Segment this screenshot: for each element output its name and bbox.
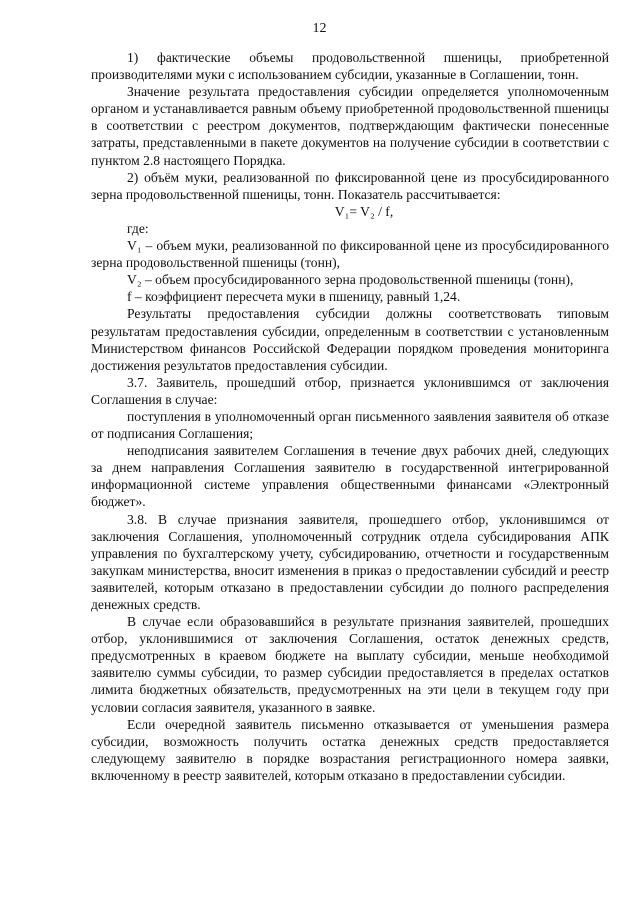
paragraph-volumes-wheat: 1) фактические объемы продовольственной пшеницы, приобретенной производителями муки с использованием субсидии, указанные в Соглашении, тонн. (91, 50, 609, 83)
paragraph-case-not-signed: неподписания заявителем Соглашения в течение двух рабочих дней, следующих за днем направления Соглашения заявителю в государственной интегрированной информационной системе управления общественными финансами «Электронный бюджет». (91, 443, 609, 510)
paragraph-typical-results: Результаты предоставления субсидии должны соответствовать типовым результатам предоставления субсидии, определенным в соответствии с установленным Министерством финансов Российской Федерации порядком проведения мониторинга достижения результатов предоставления субсидии. (91, 306, 609, 373)
paragraph-remaining-funds: В случае если образовавшийся в результате признания заявителей, прошедших отбор, уклонившимися от заключения Соглашения, остаток денежных средств, предусмотренных в краевом бюджете на выплату субсидии, меньше необходимой заявителю суммы субсидии, то размер субсидии предоставляется в пределах остатков лимита бюджетных обязательств, предусмотренных на эти цели в текущем году при условии согласия заявителя, указанного в заявке. (91, 614, 609, 715)
formula: V₁= V₂ / f, (334, 203, 394, 219)
definition-f: f – коэффициент пересчета муки в пшеницу, равный 1,24. (127, 289, 461, 305)
paragraph-flour-volume: 2) объём муки, реализованной по фиксированной цене из просубсидированного зерна продовольственной пшеницы, тонн. Показатель рассчитывается: (91, 169, 609, 202)
definition-v2: V₂ – объем просубсидированного зерна продовольственной пшеницы (тонн), (127, 272, 574, 288)
paragraph-3-7: 3.7. Заявитель, прошедший отбор, признается уклонившимся от заключения Соглашения в случае: (91, 374, 609, 407)
page-number: 12 (312, 21, 327, 36)
paragraph-next-applicant: Если очередной заявитель письменно отказывается от уменьшения размера субсидии, возможность получить остатка денежных средств предоставляется следующему заявителю в порядке возрастания регистрационного номера заявки, включенному в реестр заявителей, которым отказано в предоставлении субсидии. (91, 716, 609, 783)
definition-v1: V₁ – объем муки, реализованной по фиксированной цене из просубсидированного зерна продовольственной пшеницы (тонн), (91, 238, 609, 271)
paragraph-result-value: Значение результата предоставления субсидии определяется уполномоченным органом и устанавливается равным объему приобретенной продовольственной пшеницы в соответствии с реестром документов, подтверждающим фактически понесенные затраты, представленными в пакете документов на получение субсидии в соответствии с пунктом 2.8 настоящего Порядка. (91, 84, 609, 168)
paragraph-3-8: 3.8. В случае признания заявителя, прошедшего отбор, уклонившимся от заключения Соглашения, уполномоченный сотрудник отдела субсидирования АПК управления по бухгалтерскому учету, субсидированию, отчетности и государственным закупкам министерства, вносит изменения в приказ о предоставлении субсидий и реестр заявителей, которым отказано в предоставлении субсидии до полного распределения денежных средств. (91, 511, 609, 612)
paragraph-where: где: (127, 220, 149, 236)
paragraph-case-refusal: поступления в уполномоченный орган письменного заявления заявителя об отказе от подписания Соглашения; (91, 408, 609, 442)
document-body (91, 49, 609, 784)
